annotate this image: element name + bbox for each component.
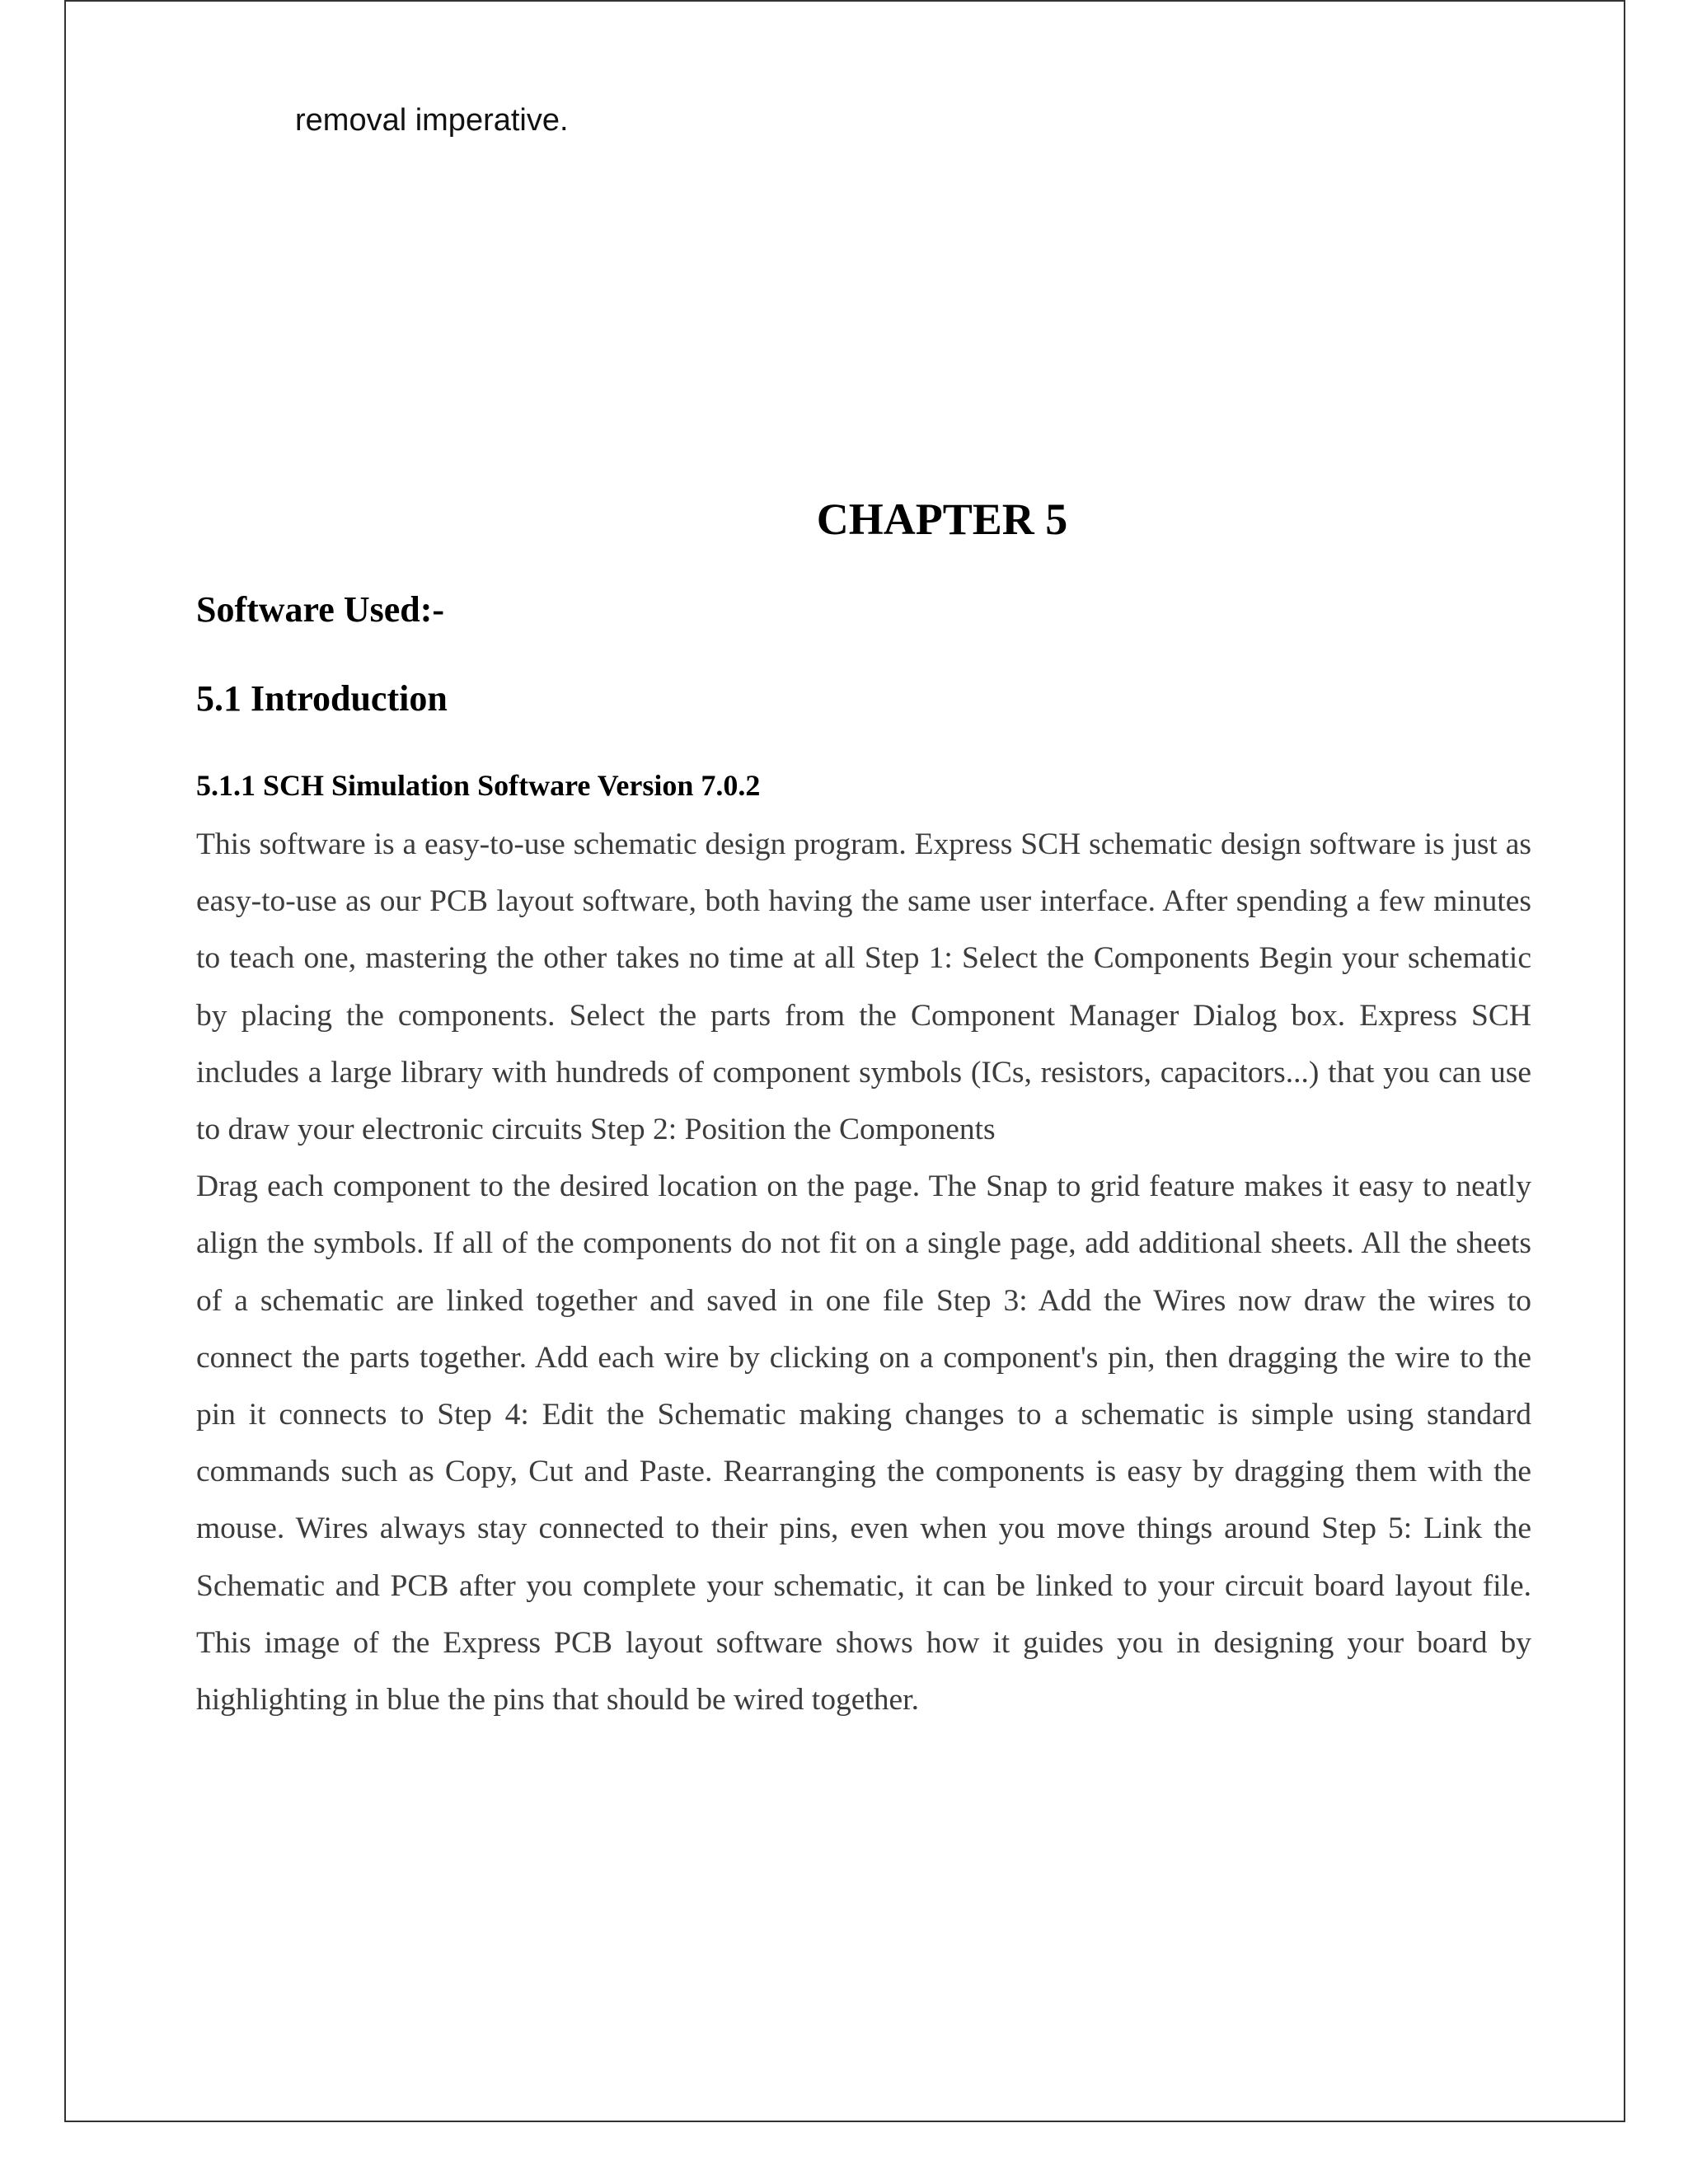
subsection-heading: 5.1 Introduction <box>196 678 448 719</box>
paragraph: This software is a easy-to-use schematic design program. Express SCH schematic design software is just as easy-to-use as our PCB layout software, both having the same user interface. After spending a few minutes to teach one, mastering the other takes no time at all Step 1: Select the Components Begin your schematic by placing the components. Select the parts from the Component Manager Dialog box. Express SCH includes a large library with hundreds of component symbols (ICs, resistors, capacitors...) that you can use to draw your electronic circuits Step 2: Position the Components <box>196 827 1531 1147</box>
body-text <box>196 816 1531 1728</box>
subsubsection-heading: 5.1.1 SCH Simulation Software Version 7.0.2 <box>196 769 761 802</box>
carry-over-text: removal imperative. <box>295 103 569 138</box>
section-heading: Software Used:- <box>196 589 445 630</box>
chapter-title: CHAPTER 5 <box>816 494 1068 544</box>
paragraph: Drag each component to the desired location on the page. The Snap to grid feature makes it easy to neatly align the symbols. If all of the components do not fit on a single page, add additional sheets. All the sheets of a schematic are linked together and saved in one file Step 3: Add the Wires now draw the wires to connect the parts together. Add each wire by clicking on a component's pin, then dragging the wire to the pin it connects to Step 4: Edit the Schematic making changes to a schematic is simple using standard commands such as Copy, Cut and Paste. Rearranging the components is easy by dragging them with the mouse. Wires always stay connected to their pins, even when you move things around Step 5: Link the Schematic and PCB after you complete your schematic, it can be linked to your circuit board layout file. This image of the Express PCB layout software shows how it guides you in designing your board by highlighting in blue the pins that should be wired together. <box>196 1169 1531 1718</box>
